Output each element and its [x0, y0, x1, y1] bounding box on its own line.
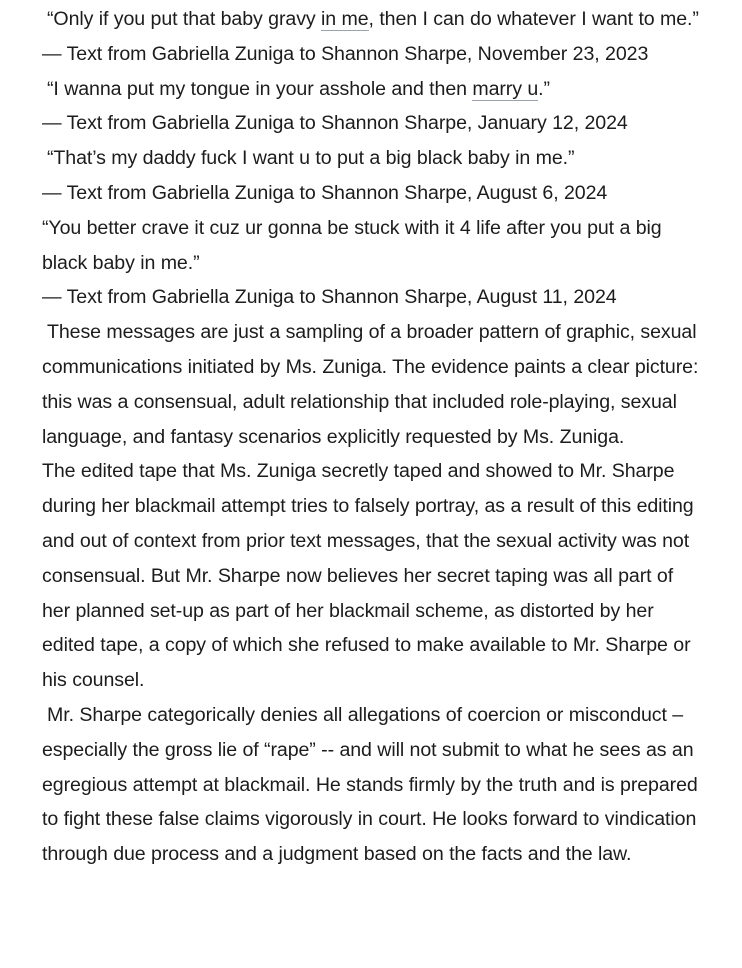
- spellcheck-underlined-text: in me: [321, 8, 369, 30]
- text-run: .”: [538, 77, 550, 100]
- text-message-quote: [42, 2, 702, 37]
- text-run: — Text from Gabriella Zuniga to Shannon Sharpe, January 12, 2024: [42, 112, 628, 135]
- message-attribution: [42, 176, 702, 211]
- text-message-quote: [42, 141, 702, 176]
- text-run: Mr. Sharpe categorically denies all allegations of coercion or misconduct – especially the gross lie of “rape” -- and will not submit to what he sees as an egregious attempt at blackmail. He stands firmly by the truth and is prepared to fight these false claims vigorously in court. He looks forward to vindication through due process and a judgment based on the facts and the law.: [42, 703, 698, 866]
- text-run: — Text from Gabriella Zuniga to Shannon Sharpe, August 6, 2024: [42, 181, 608, 204]
- statement-paragraph: [42, 698, 702, 872]
- text-run: , then I can do whatever I want to me.”: [368, 8, 699, 30]
- text-run: These messages are just a sampling of a broader pattern of graphic, sexual communications initiated by Ms. Zuniga. The evidence paints a clear picture: this was a consensual, adult relationship that included role-playing, sexual language, and fantasy scenarios explicitly requested by Ms. Zuniga.: [42, 321, 699, 448]
- text-run: “You better crave it cuz ur gonna be stuck with it 4 life after you put a big black baby in me.”: [42, 216, 662, 274]
- text-run: “That’s my daddy fuck I want u to put a big black baby in me.”: [47, 147, 575, 170]
- message-attribution: [42, 280, 702, 315]
- message-attribution: [42, 37, 702, 72]
- text-run: “I wanna put my tongue in your asshole and then: [47, 77, 473, 100]
- spellcheck-underlined-text: marry u: [472, 77, 539, 100]
- message-attribution: [42, 106, 702, 141]
- text-run: — Text from Gabriella Zuniga to Shannon Sharpe, November 23, 2023: [42, 42, 649, 65]
- text-run: — Text from Gabriella Zuniga to Shannon Sharpe, August 11, 2024: [42, 286, 617, 309]
- text-message-quote: [42, 211, 702, 281]
- text-run: “Only if you put that baby gravy: [47, 8, 322, 30]
- text-run: The edited tape that Ms. Zuniga secretly taped and showed to Mr. Sharpe during her blackmail attempt tries to falsely portray, as a result of this editing and out of context from prior text messages, that the sexual activity was not consensual. But Mr. Sharpe now believes her secret taping was all part of her planned set-up as part of her blackmail scheme, as distorted by her edited tape, a copy of which she refused to make available to Mr. Sharpe or his counsel.: [42, 460, 694, 692]
- text-message-quote: [42, 72, 702, 107]
- statement-paragraph: [42, 454, 702, 698]
- statement-paragraph: [42, 315, 702, 454]
